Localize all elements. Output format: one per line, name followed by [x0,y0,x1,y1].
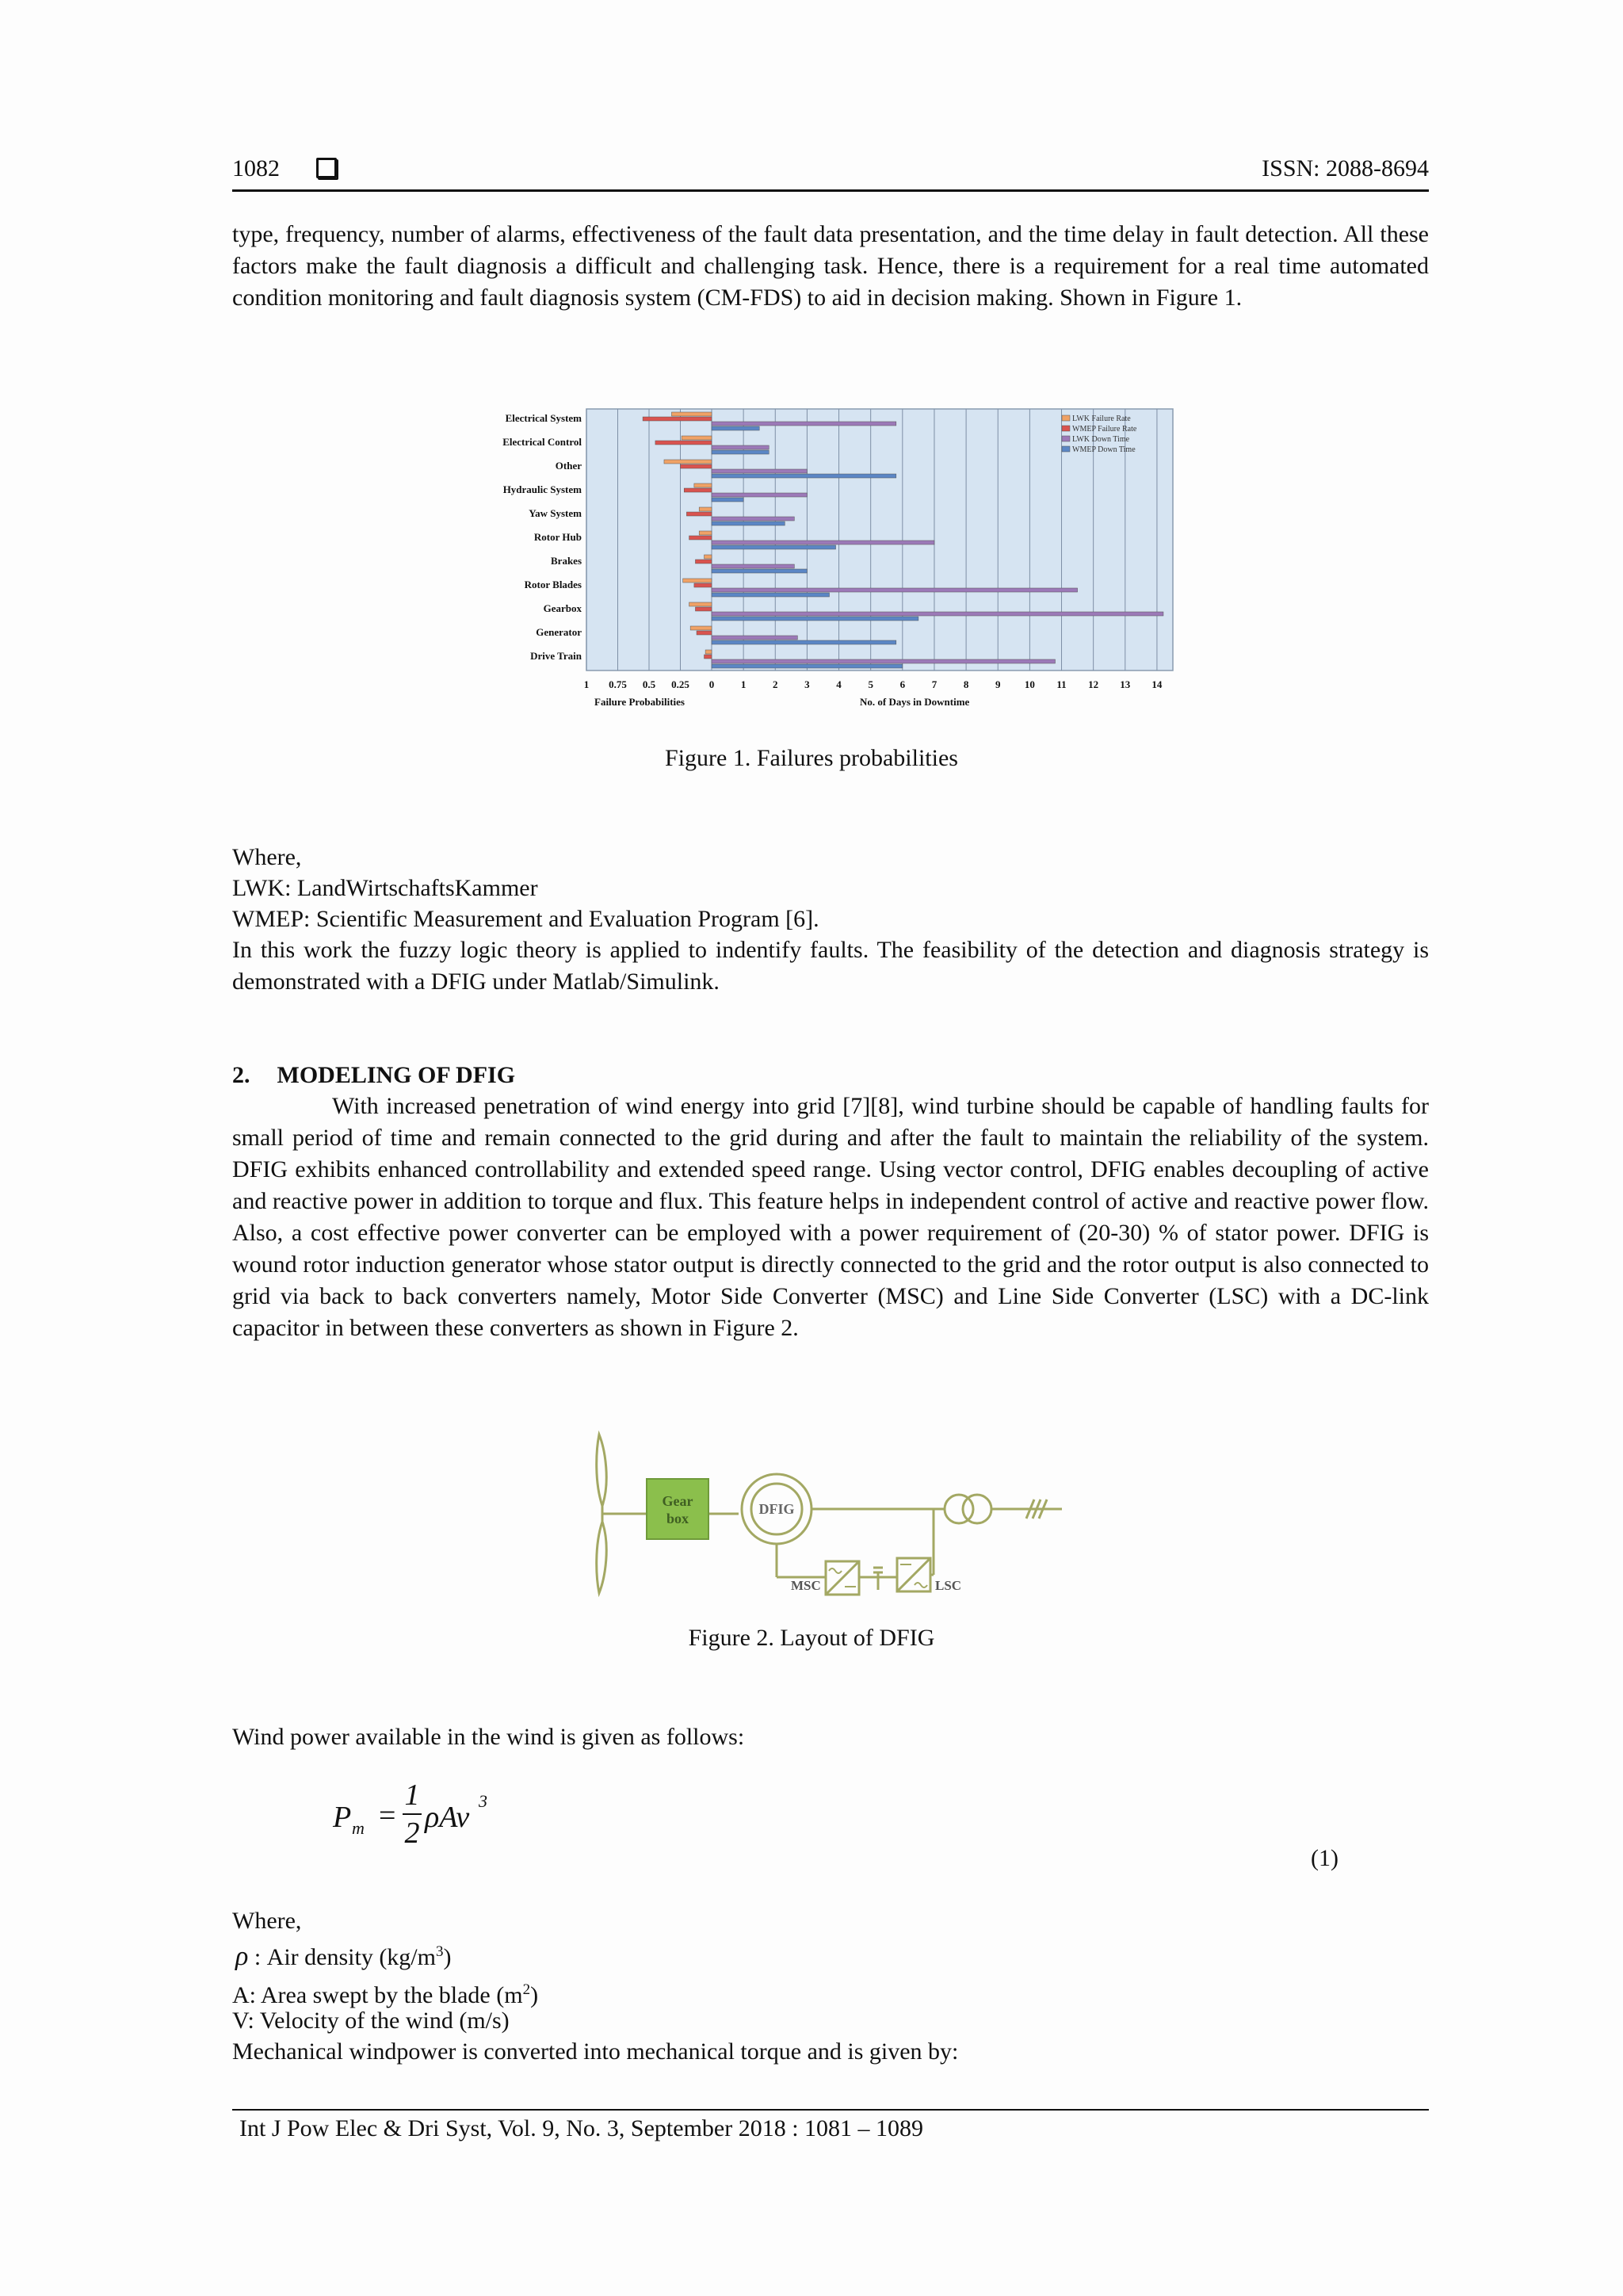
bar-lwk-failure-rate [705,650,712,654]
dfig-label: DFIG [758,1501,795,1517]
legend-label: WMEP Failure Rate [1072,425,1137,434]
right-tick-label: 12 [1088,678,1099,690]
bar-wmep-failure-rate [655,441,712,445]
section2-paragraph: With increased penetration of wind energy into grid [7][8], wind turbine should be capable of handling faults for small period of time and remain connected to the grid during and after the fault to maintain the reliability of the system. DFIG exhibits enhanced controllability and extended speed range. Using vector control, DFIG enables decoupling of active and reactive power in addition to torque and flux. This feature helps in independent control of active and reactive power flow. Also, a cost effective power converter can be employed with a power requirement of (20-30) % of stator power. DFIG is wound rotor induction generator whose stator output is directly connected to the grid and the rotor output is also connected to grid via back to back converters namely, Motor Side Converter (MSC) and Line Side Converter (LSC) with a DC-link capacitor in between these converters as shown in Figure 2. [232,1093,1429,1341]
left-tick-label: 0.75 [609,678,627,690]
bar-lwk-failure-rate [664,460,712,464]
category-label: Electrical System [505,412,582,424]
left-axis-label: Failure Probabilities [594,696,685,708]
fuzzy-paragraph: In this work the fuzzy logic theory is applied to indentify faults. The feasibility of the detection and diagnosis strategy is demonstrated with a DFIG under Matlab/Simulink. [232,937,1429,995]
equation-intro: Wind power available in the wind is given as follows: [232,1724,745,1750]
legend-swatch [1062,426,1070,431]
bar-lwk-down-time [712,422,896,426]
intro-paragraph: type, frequency, number of alarms, effectiveness of the fault data presentation, and the time delay in fault detection. All these factors make the fault diagnosis a difficult and challenging task. Hence, there is a requirement for a real time automated condition monitoring and fault diagnosis system (CM-FDS) to aid in decision making. Shown in Figure 1. [232,221,1429,311]
legend-swatch [1062,415,1070,421]
category-label: Other [555,460,582,472]
equals-sign: = [379,1799,396,1832]
legend-label: WMEP Down Time [1072,445,1136,454]
bar-wmep-failure-rate [684,488,712,492]
right-axis-label: No. of Days in Downtime [860,696,970,708]
bar-lwk-failure-rate [671,412,712,416]
bar-lwk-failure-rate [682,436,712,440]
turbine-blade-top [597,1435,607,1506]
right-tick-label: 10 [1024,678,1035,690]
figure2-caption: Figure 2. Layout of DFIG [688,1625,935,1651]
legend-swatch [1062,446,1070,452]
page-number: 1082 [232,155,337,182]
right-tick-label: 14 [1151,678,1163,690]
category-label: Electrical Control [502,436,582,448]
where-label-2: Where, [232,1908,302,1934]
wmep-definition: WMEP: Scientific Measurement and Evaluation Program [6]. [232,906,819,932]
equation-numerator: 1 [404,1778,420,1812]
category-label: Generator [536,626,582,638]
bar-lwk-down-time [712,517,794,521]
lwk-definition: LWK: LandWirtschaftsKammer [232,875,538,901]
where-label: Where, [232,844,302,870]
mechanical-torque-line: Mechanical windpower is converted into mechanical torque and is given by: [232,2038,959,2065]
bar-wmep-down-time [712,450,769,454]
gearbox-box [647,1479,708,1539]
left-tick-label: 1 [583,678,590,690]
right-tick-label: 5 [868,678,873,690]
bar-lwk-down-time [712,541,934,544]
footer-rule [232,2109,1429,2111]
gearbox-label-line2: box [666,1511,689,1526]
bar-lwk-failure-rate [699,507,712,511]
bar-wmep-down-time [712,640,896,644]
lsc-label: LSC [935,1578,962,1593]
bar-wmep-down-time [712,593,830,597]
msc-ac-symbol [829,1568,842,1573]
bar-wmep-down-time [712,474,896,478]
right-tick-label: 3 [804,678,810,690]
bar-lwk-failure-rate [690,626,712,630]
right-tick-label: 2 [773,678,778,690]
right-tick-label: 8 [963,678,969,690]
bar-lwk-down-time [712,612,1163,616]
bar-wmep-failure-rate [643,417,712,421]
equation-lhs-subscript: m [352,1818,365,1838]
right-tick-label: 0 [708,678,715,690]
bar-wmep-failure-rate [681,464,712,468]
fraction-bar [403,1813,422,1815]
bar-wmep-down-time [712,617,918,621]
right-tick-label: 13 [1120,678,1131,690]
bar-lwk-failure-rate [705,555,712,559]
bar-wmep-failure-rate [695,607,712,611]
equation-denominator: 2 [404,1817,420,1850]
bar-wmep-failure-rate [695,560,712,563]
bar-wmep-failure-rate [689,536,712,540]
legend-label: LWK Failure Rate [1072,415,1131,423]
lsc-ac-symbol [915,1583,927,1587]
rho-definition: ρ : Air density $(kg/m^3)$ [235,1942,452,1971]
left-tick-label: 0.5 [642,678,656,690]
equation-rhs: ρAv [425,1801,470,1834]
legend-label: LWK Down Time [1072,435,1130,444]
right-tick-label: 6 [899,678,906,690]
bar-lwk-down-time [712,469,807,473]
category-label: Gearbox [543,602,582,614]
bar-wmep-failure-rate [697,631,712,635]
square-bullet-icon [316,158,337,178]
bar-lwk-failure-rate [689,602,712,606]
bar-wmep-down-time [712,426,759,430]
transformer-coil-1 [945,1495,973,1523]
equation-number: (1) [1311,1845,1338,1871]
bar-lwk-failure-rate [683,579,712,583]
bar-wmep-down-time [712,521,785,525]
left-tick-label: 0.25 [671,678,689,690]
bar-wmep-failure-rate [694,583,712,587]
transformer-coil-2 [963,1495,991,1523]
bar-lwk-down-time [712,636,797,640]
bar-lwk-down-time [712,564,794,568]
bar-wmep-down-time [712,545,836,549]
bar-wmep-down-time [712,664,903,668]
bar-lwk-failure-rate [699,531,712,535]
bar-lwk-down-time [712,445,769,449]
msc-diagonal [826,1561,859,1595]
category-label: Rotor Blades [524,579,582,590]
category-label: Brakes [551,555,582,567]
legend-swatch [1062,436,1070,441]
category-label: Drive Train [530,650,582,662]
section-heading: 2. MODELING OF DFIG [232,1062,516,1088]
right-tick-label: 7 [931,678,938,690]
msc-label: MSC [791,1578,821,1593]
gearbox-label-line1: Gear [662,1493,693,1509]
category-label: Hydraulic System [502,483,582,495]
rho-symbol: ρ [235,1942,249,1971]
right-tick-label: 4 [836,678,842,690]
velocity-definition: V: Velocity of the wind (m/s) [232,2008,510,2034]
bar-wmep-down-time [712,498,743,502]
bar-lwk-down-time [712,659,1055,663]
right-tick-label: 1 [740,678,747,690]
category-label: Yaw System [529,507,582,519]
issn: ISSN: 2088-8694 [1262,155,1429,181]
right-tick-label: 9 [995,678,1001,690]
category-label: Rotor Hub [533,531,582,543]
bar-wmep-failure-rate [705,655,712,659]
equation-lhs: P [333,1801,352,1834]
footer-citation: Int J Pow Elec & Dri Syst, Vol. 9, No. 3, September 2018 : 1081 – 1089 [239,2115,924,2141]
bar-wmep-down-time [712,569,807,573]
header-rule [232,189,1429,192]
area-definition: A: Area swept by the blade $(m^2)$ [232,1981,539,2008]
figure2-diagram [586,1427,1078,1609]
equation-rhs-superscript: 3 [479,1791,487,1811]
right-tick-label: 11 [1056,678,1067,690]
turbine-blade-bottom [597,1522,607,1593]
figure1-chart [475,404,1189,713]
figure1-caption: Figure 1. Failures probabilities [665,745,958,771]
bar-lwk-down-time [712,493,807,497]
bar-lwk-failure-rate [694,483,712,487]
bar-wmep-failure-rate [686,512,712,516]
bar-lwk-down-time [712,588,1078,592]
